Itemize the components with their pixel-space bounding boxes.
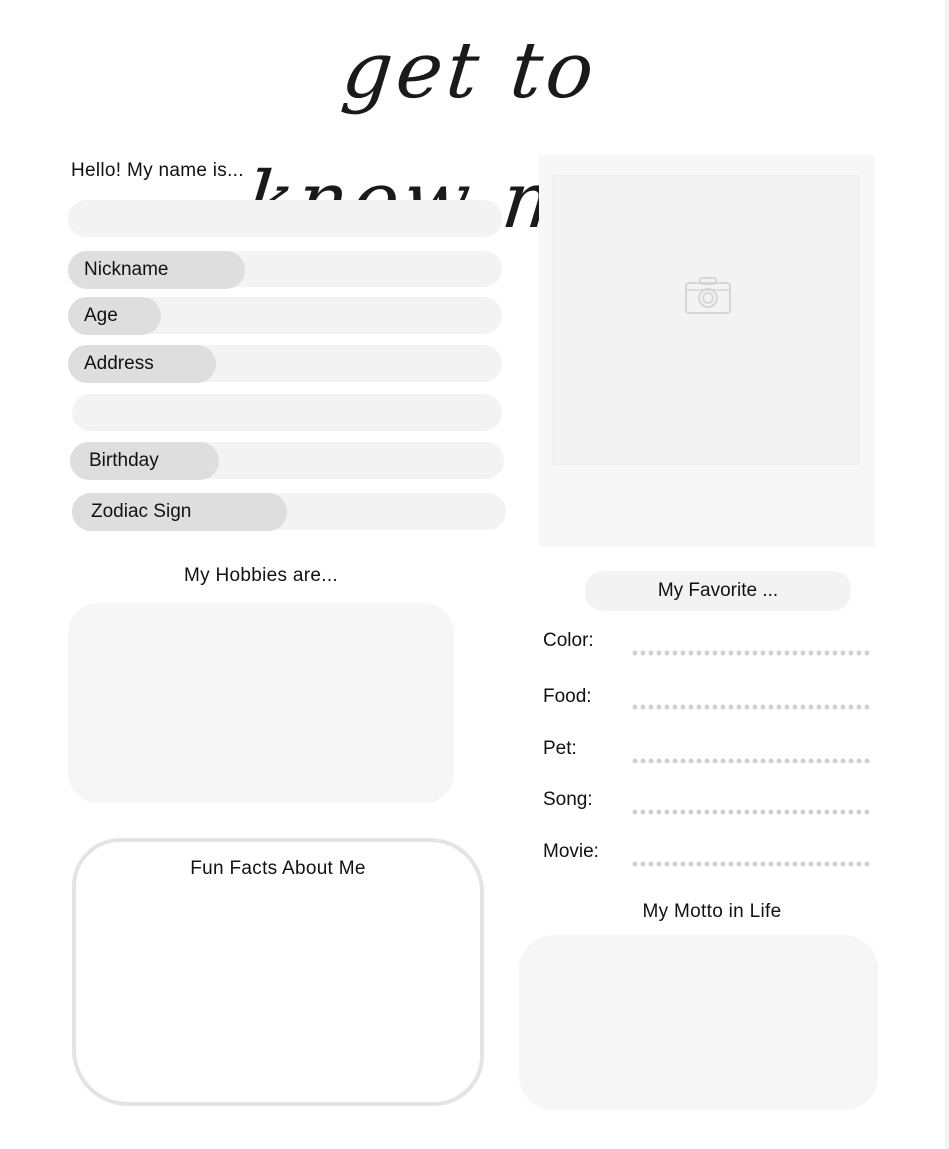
zodiac-label: Zodiac Sign — [72, 493, 287, 531]
nickname-label: Nickname — [68, 251, 245, 289]
favorite-movie-line[interactable] — [631, 861, 871, 867]
favorite-song-label: Song: — [543, 789, 593, 810]
hobbies-label: My Hobbies are... — [184, 565, 338, 586]
name-field[interactable] — [68, 200, 502, 237]
nickname-field[interactable] — [68, 251, 502, 287]
address-line-2-field[interactable] — [72, 394, 502, 431]
camera-icon — [685, 276, 731, 314]
hobbies-box[interactable] — [68, 603, 454, 803]
page-edge — [945, 0, 949, 1149]
favorite-color-line[interactable] — [631, 650, 871, 656]
favorite-pet-label: Pet: — [543, 738, 577, 759]
address-label: Address — [68, 345, 216, 383]
address-field[interactable] — [68, 345, 502, 382]
fun-facts-label: Fun Facts About Me — [190, 858, 366, 879]
favorite-color-label: Color: — [543, 630, 594, 651]
page-title: get to — [337, 26, 602, 116]
birthday-field[interactable] — [70, 442, 504, 479]
motto-box[interactable] — [519, 935, 878, 1110]
favorite-food-line[interactable] — [631, 704, 871, 710]
zodiac-field[interactable] — [72, 493, 506, 530]
favorites-heading: My Favorite ... — [585, 571, 851, 611]
favorite-pet-line[interactable] — [631, 758, 871, 764]
motto-label: My Motto in Life — [642, 901, 782, 922]
name-prompt-label: Hello! My name is... — [71, 160, 244, 181]
fun-facts-box[interactable] — [72, 838, 484, 1106]
photo-frame[interactable] — [539, 155, 875, 547]
age-field[interactable] — [68, 297, 502, 334]
favorite-movie-label: Movie: — [543, 841, 599, 862]
birthday-label: Birthday — [70, 442, 219, 480]
photo-area — [553, 175, 859, 465]
favorite-food-label: Food: — [543, 686, 592, 707]
age-label: Age — [68, 297, 161, 335]
favorite-song-line[interactable] — [631, 809, 871, 815]
